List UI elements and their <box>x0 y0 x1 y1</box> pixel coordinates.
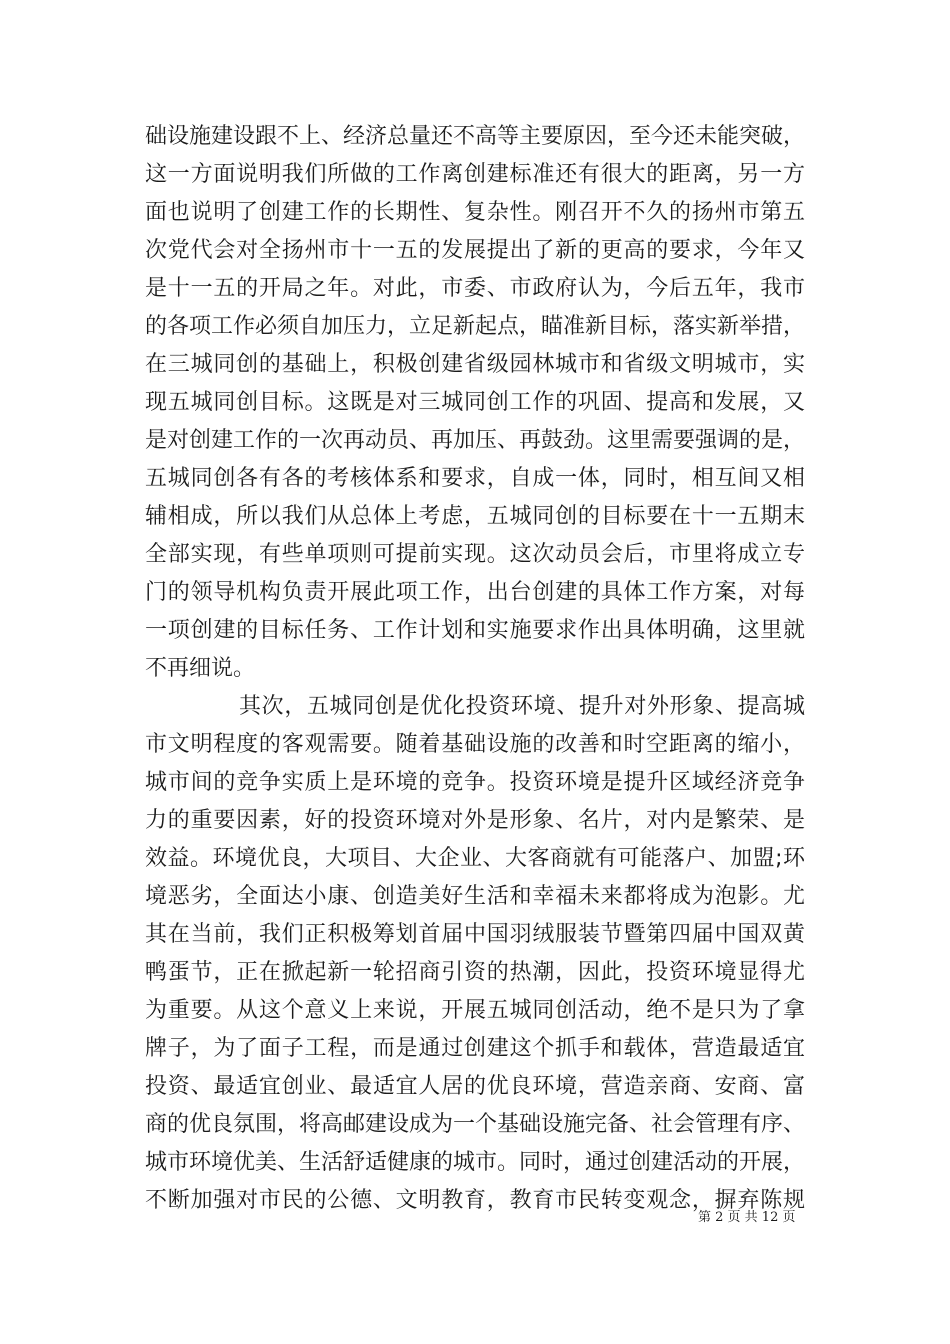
text-line: 在三城同创的基础上，积极创建省级园林城市和省级文明城市，实 <box>145 352 805 377</box>
text-line: 门的领导机构负责开展此项工作，出台创建的具体工作方案，对每 <box>145 580 805 605</box>
text-line: 不断加强对市民的公德、文明教育，教育市民转变观念，摒弃陈规 <box>145 1188 805 1213</box>
text-line: 境恶劣，全面达小康、创造美好生活和幸福未来都将成为泡影。尤 <box>145 884 805 909</box>
text-line: 是十一五的开局之年。对此，市委、市政府认为，今后五年，我市 <box>145 276 805 301</box>
text-line: 为重要。从这个意义上来说，开展五城同创活动，绝不是只为了拿 <box>145 998 805 1023</box>
text-line: 投资、最适宜创业、最适宜人居的优良环境，营造亲商、安商、富 <box>145 1074 805 1099</box>
text-line: 础设施建设跟不上、经济总量还不高等主要原因，至今还未能突破， <box>145 124 805 149</box>
text-line: 全部实现，有些单项则可提前实现。这次动员会后，市里将成立专 <box>145 542 805 567</box>
text-line: 鸭蛋节，正在掀起新一轮招商引资的热潮，因此，投资环境显得尤 <box>145 960 805 985</box>
text-line: 商的优良氛围，将高邮建设成为一个基础设施完备、社会管理有序、 <box>145 1112 805 1137</box>
text-line: 辅相成，所以我们从总体上考虑，五城同创的目标要在十一五期末 <box>145 504 805 529</box>
text-line: 这一方面说明我们所做的工作离创建标准还有很大的距离，另一方 <box>145 162 805 187</box>
text-line: 一项创建的目标任务、工作计划和实施要求作出具体明确，这里就 <box>145 618 805 643</box>
text-line: 其在当前，我们正积极筹划首届中国羽绒服装节暨第四届中国双黄 <box>145 922 805 947</box>
text-line: 力的重要因素，好的投资环境对外是形象、名片，对内是繁荣、是 <box>145 808 805 833</box>
text-line: 城市环境优美、生活舒适健康的城市。同时，通过创建活动的开展， <box>145 1150 805 1175</box>
text-line: 的各项工作必须自加压力，立足新起点，瞄准新目标，落实新举措， <box>145 314 805 339</box>
text-line: 其次，五城同创是优化投资环境、提升对外形象、提高城 <box>239 694 805 719</box>
page-number: 第 2 页 共 12 页 <box>698 1210 796 1225</box>
text-line: 现五城同创目标。这既是对三城同创工作的巩固、提高和发展，又 <box>145 390 805 415</box>
text-line: 是对创建工作的一次再动员、再加压、再鼓劲。这里需要强调的是， <box>145 428 805 453</box>
text-line: 不再细说。 <box>145 656 256 681</box>
text-line: 城市间的竞争实质上是环境的竞争。投资环境是提升区域经济竞争 <box>145 770 805 795</box>
text-line: 次党代会对全扬州市十一五的发展提出了新的更高的要求，今年又 <box>145 238 805 263</box>
text-line: 市文明程度的客观需要。随着基础设施的改善和时空距离的缩小， <box>145 732 805 757</box>
text-line: 效益。环境优良，大项目、大企业、大客商就有可能落户、加盟;环 <box>145 846 805 871</box>
text-line: 牌子，为了面子工程，而是通过创建这个抓手和载体，营造最适宜 <box>145 1036 805 1061</box>
text-line: 五城同创各有各的考核体系和要求，自成一体，同时，相互间又相 <box>145 466 805 491</box>
text-line: 面也说明了创建工作的长期性、复杂性。刚召开不久的扬州市第五 <box>145 200 805 225</box>
